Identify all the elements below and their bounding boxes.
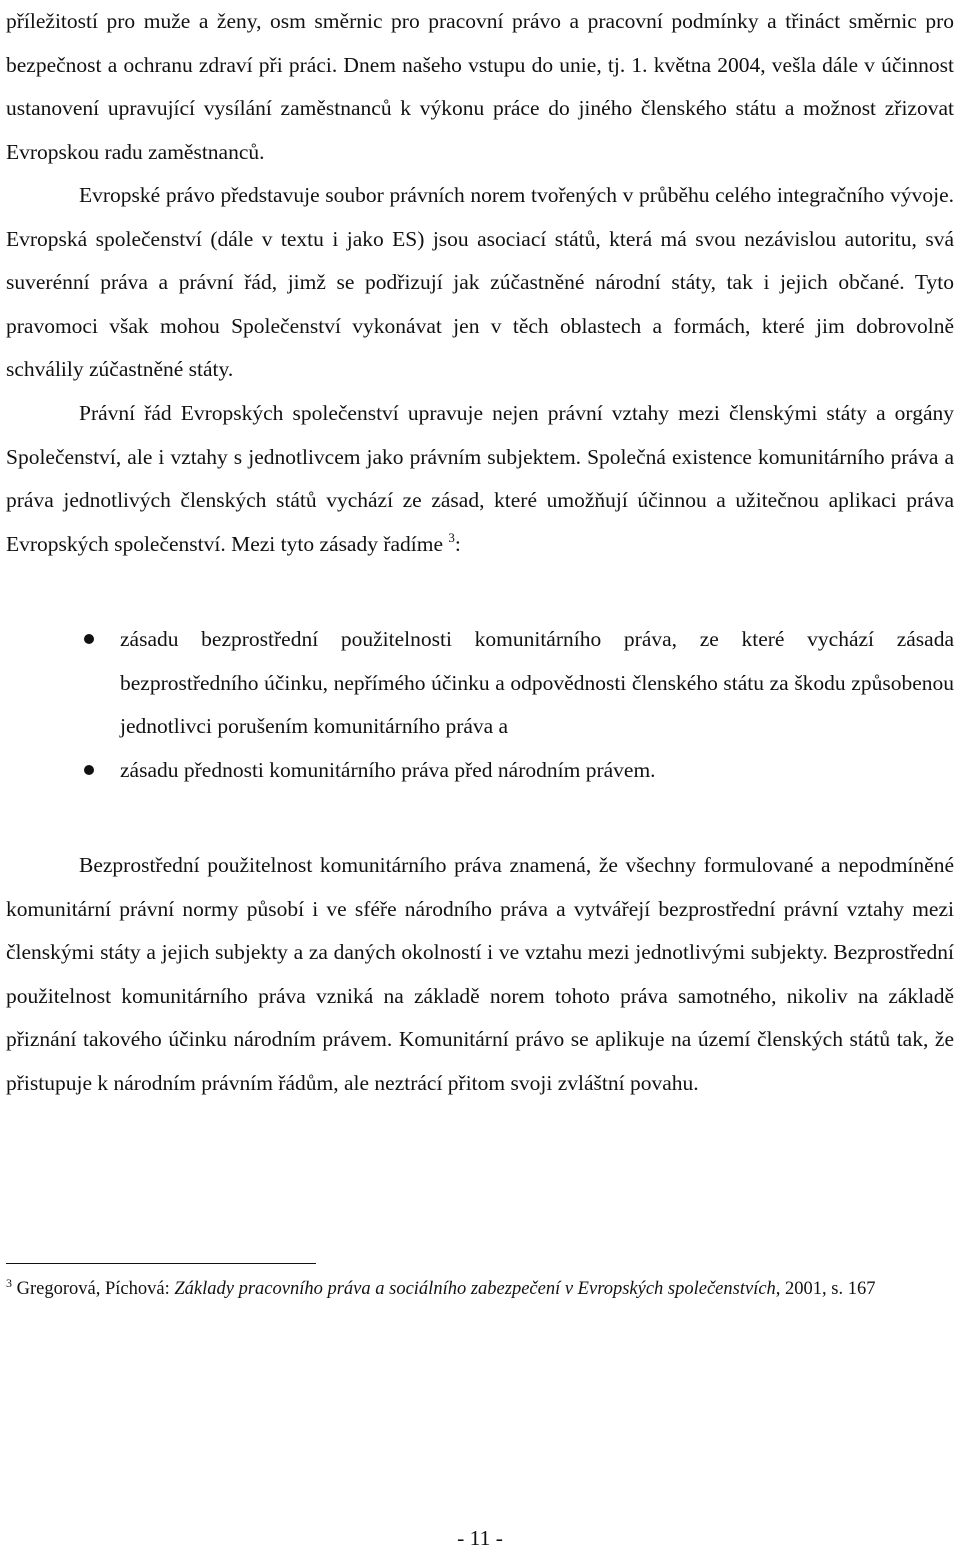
footnote-separator [6,1263,316,1264]
bullet-icon [84,634,94,644]
list-item-text: zásadu bezprostřední použitelnosti komunitárního práva, ze které vychází zásada bezprostředního účinku, nepřímého účinku a odpovědnosti členského státu za škodu způsobenou jednotlivci porušením komunitárního práva a [120,627,954,739]
principles-list [0,618,960,792]
footnote-title: Základy pracovního práva a sociálního zabezpečení v Evropských společenstvích [174,1279,776,1299]
footnote-tail: , 2001, s. 167 [775,1279,876,1299]
list-item [0,618,960,749]
paragraph-legal-order [6,392,954,566]
footnote-reference[interactable]: 3 [448,529,455,545]
list-item [0,749,960,793]
paragraph-intro: příležitostí pro muže a ženy, osm směrnic pro pracovní právo a pracovní podmínky a třináct směrnic pro bezpečnost a ochranu zdraví při práci. Dnem našeho vstupu do unie, tj. 1. května 2004, vešla dále v účinnost ustanovení upravující vysílání zaměstnanců k výkonu práce do jiného členského státu a možnost zřizovat Evropskou radu zaměstnanců. [6,9,954,164]
list-item-text: zásadu přednosti komunitárního práva před národním právem. [120,757,656,782]
footnote [6,1276,954,1302]
page-number: - 11 - [457,1526,503,1550]
paragraph-direct-applicability: Bezprostřední použitelnost komunitárního práva znamená, že všechny formulované a nepodmíněné komunitární právní normy působí i ve sféře národního práva a vytvářejí bezprostřední právní vztahy mezi členskými státy a jejich subjekty a za daných okolností i ve vztahu mezi jednotlivými subjekty. Bezprostřední použitelnost komunitárního práva vzniká na základě norem tohoto práva samotného, nikoliv na základě přiznání takového účinku národním právem. Komunitární právo se aplikuje na území členských států tak, že přistupuje k národním právním řádům, ale neztrácí přitom svoji zvláštní povahu. [6,853,954,1095]
paragraph-legal-order-text: Právní řád Evropských společenství upravuje nejen právní vztahy mezi členskými státy a orgány Společenství, ale i vztahy s jednotlivcem jako právním subjektem. Společná existence komunitárního práva a práva jednotlivých členských států vychází ze zásad, které umožňují účinnou a užitečnou aplikaci práva Evropských společenství. Mezi tyto zásady řadíme [6,401,954,556]
footnote-number: 3 [6,1276,12,1290]
bullet-icon [84,765,94,775]
footnote-authors: Gregorová, Píchová: [16,1279,175,1299]
paragraph-legal-order-colon: : [454,531,461,556]
paragraph-european-law: Evropské právo představuje soubor právních norem tvořených v průběhu celého integračního vývoje. Evropská společenství (dále v textu i jako ES) jsou asociací států, která má svou nezávislou autoritu, svá suverénní práva a právní řád, jimž se podřizují jak zúčastněné národní státy, tak i jejich občané. Tyto pravomoci však mohou Společenství vykonávat jen v těch oblastech a formách, které jim dobrovolně schválily zúčastněné státy. [6,183,954,382]
